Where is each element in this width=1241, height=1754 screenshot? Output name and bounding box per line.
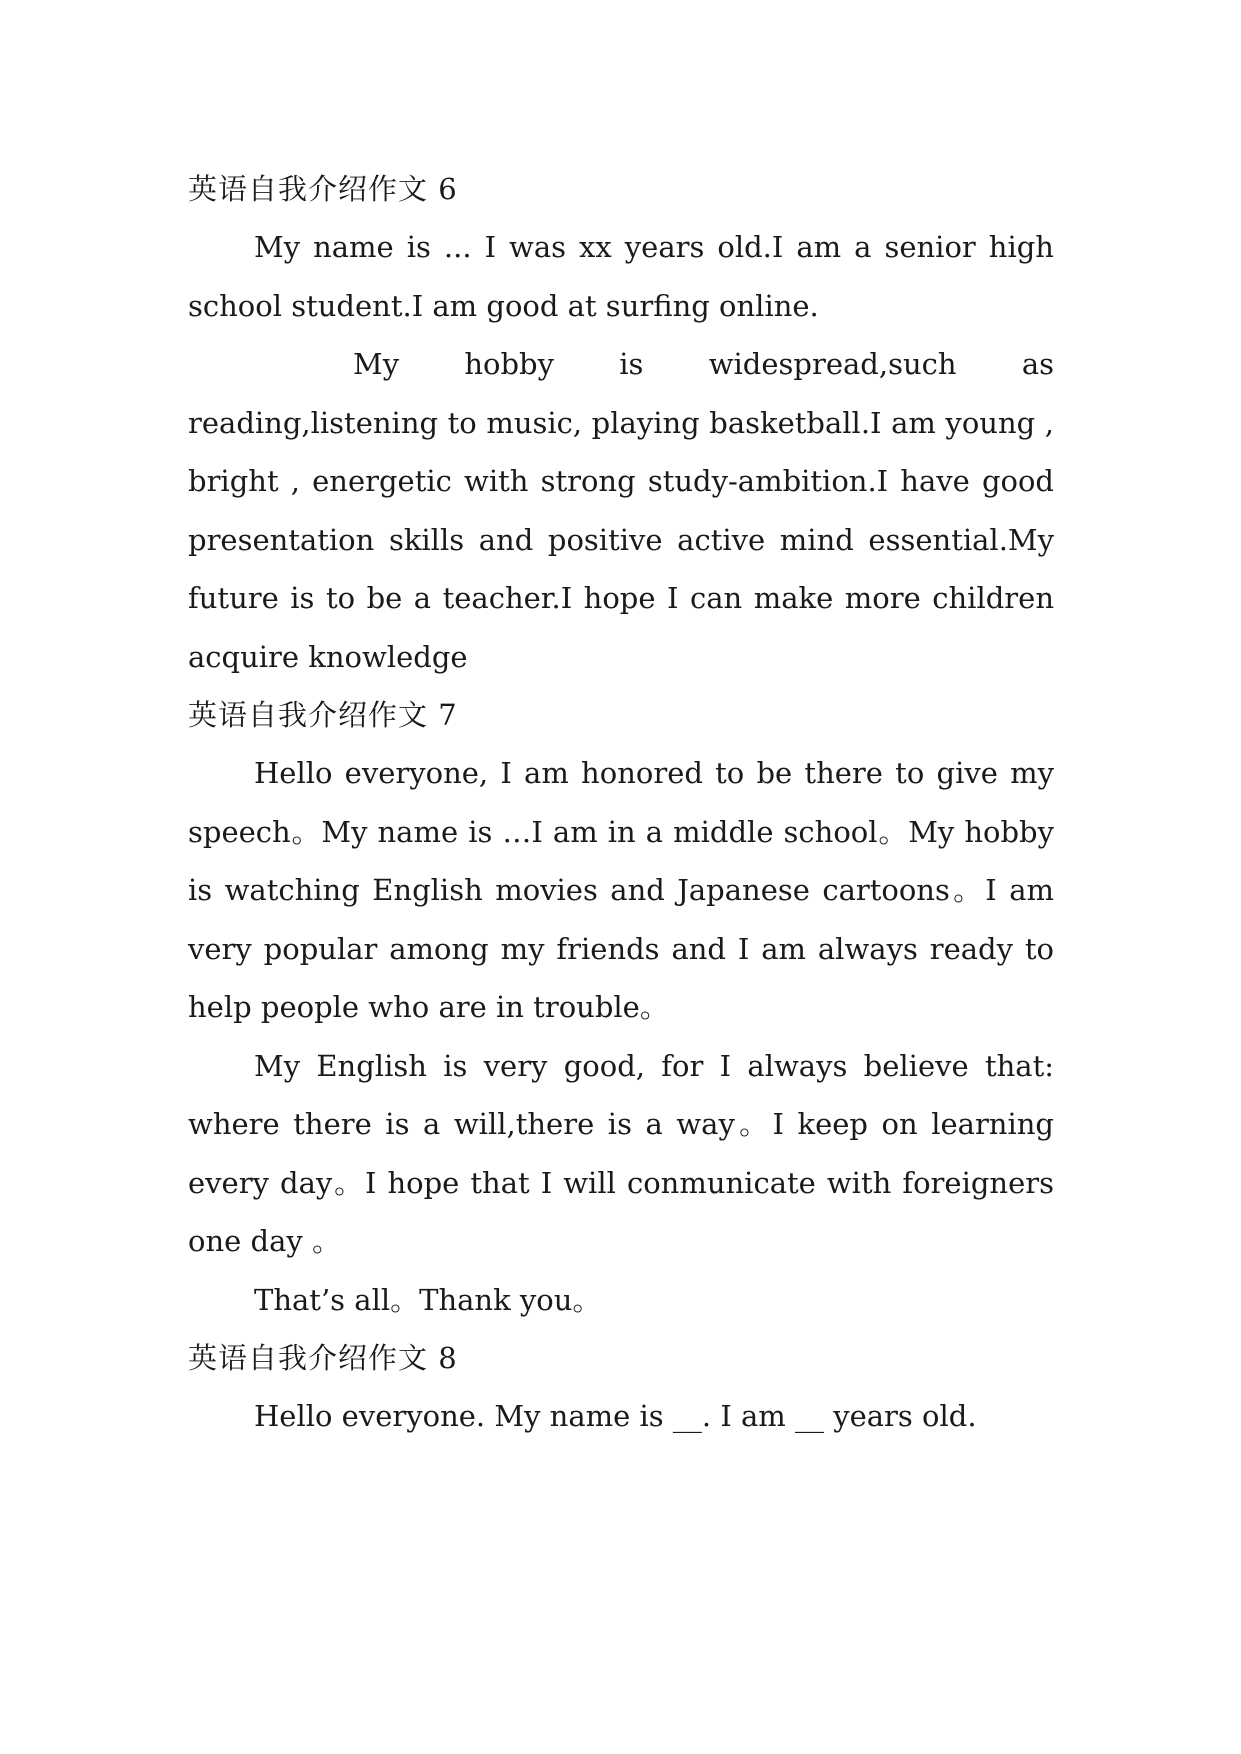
paragraph: My name is ... I was xx years old.I am a senior high school student.I am good at surfing online. [188, 230, 1054, 323]
paragraph: My English is very good, for I always believe that: where there is a will,there is a way。I keep on learning every day。I hope that I will conmunicate with foreigners one day 。 [188, 1048, 1054, 1258]
section-heading: 英语自我介绍作文 7 [188, 698, 458, 732]
section-heading: 英语自我介绍作文 8 [188, 1341, 458, 1375]
paragraph: Hello everyone, I am honored to be there to give my speech。My name is …I am in a middle school。My hobby is watching English movies and Japanese cartoons。I am very popular among my friends and I am always ready to help people who are in trouble。 [188, 756, 1054, 1024]
paragraph: That’s all。Thank you。 [254, 1282, 602, 1317]
paragraph: Hello everyone. My name is __. I am __ years old. [254, 1399, 977, 1433]
document-page [188, 160, 1054, 1446]
paragraph: My hobby is widespread,such as reading,listening to music, playing basketball.I am young , bright , energetic with strong study-ambition.I have good presentation skills and positive active mind essential.My future is to be a teacher.I hope I can make more children acquire knowledge [188, 347, 1054, 674]
section-heading: 英语自我介绍作文 6 [188, 172, 458, 206]
